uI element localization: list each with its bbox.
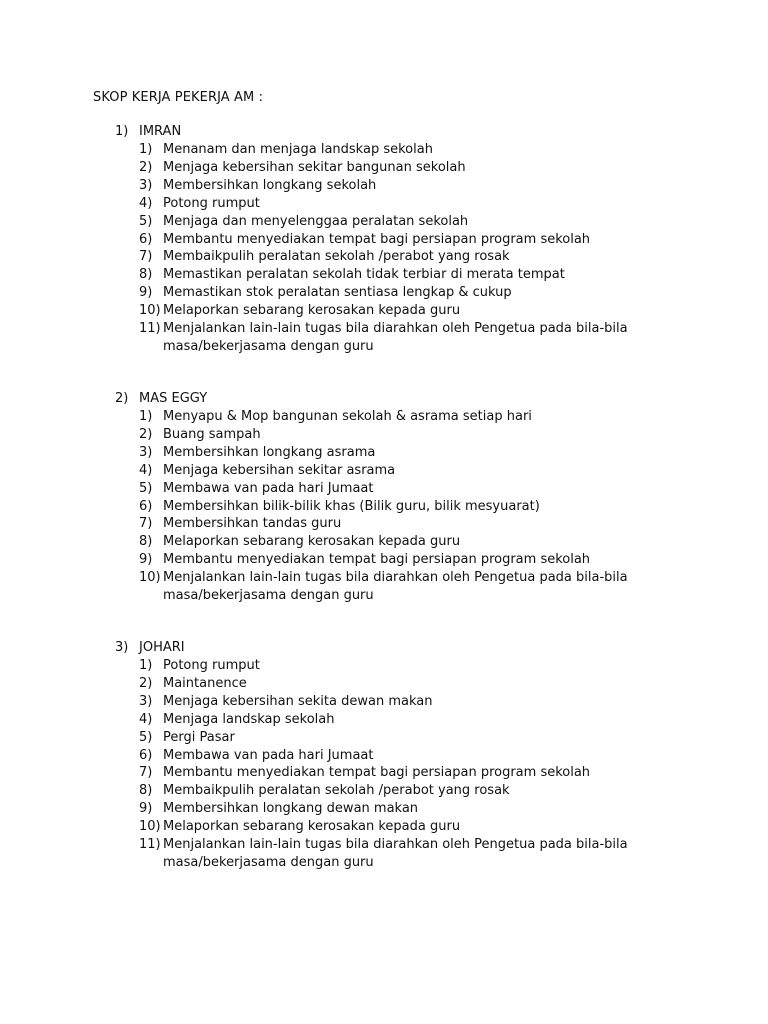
worker-section-mas-eggy bbox=[115, 390, 745, 605]
task-number: 10) bbox=[139, 303, 161, 319]
task-number: 6) bbox=[139, 747, 153, 763]
task-item bbox=[115, 231, 745, 249]
task-item bbox=[115, 657, 745, 675]
task-text: Potong rumput bbox=[163, 195, 260, 211]
task-number: 7) bbox=[139, 765, 153, 781]
task-text: Memastikan peralatan sekolah tidak terbiar di merata tempat bbox=[163, 267, 565, 283]
section-number: 3) bbox=[115, 640, 129, 655]
task-item bbox=[115, 675, 745, 693]
task-item bbox=[115, 444, 745, 462]
section-heading bbox=[115, 639, 745, 657]
task-item bbox=[115, 729, 745, 747]
task-number: 11) bbox=[139, 321, 161, 337]
task-text: Buang sampah bbox=[163, 426, 261, 442]
task-text: Menyapu & Mop bangunan sekolah & asrama setiap hari bbox=[163, 409, 532, 424]
worker-name: MAS EGGY bbox=[139, 391, 208, 406]
task-item bbox=[115, 818, 745, 836]
task-item bbox=[115, 248, 745, 266]
task-text: Melaporkan sebarang kerosakan kepada guru bbox=[163, 534, 461, 550]
task-text: Memastikan stok peralatan sentiasa lengkap & cukup bbox=[163, 285, 512, 301]
task-item bbox=[115, 284, 745, 302]
worker-section-johari bbox=[115, 639, 745, 872]
task-item bbox=[115, 551, 745, 569]
section-number: 2) bbox=[115, 391, 129, 406]
task-text: Membersihkan bilik-bilik khas (Bilik guru, bilik mesyuarat) bbox=[163, 498, 540, 514]
task-item bbox=[115, 177, 745, 195]
task-text: Pergi Pasar bbox=[163, 729, 235, 745]
task-text: Menjalankan lain-lain tugas bila diarahkan oleh Pengetua pada bila-bila bbox=[163, 837, 628, 853]
task-item bbox=[115, 836, 745, 872]
task-number: 3) bbox=[139, 693, 153, 709]
task-item bbox=[115, 141, 745, 159]
task-number: 5) bbox=[139, 729, 153, 745]
task-list bbox=[115, 141, 745, 356]
task-text: Menjaga kebersihan sekita dewan makan bbox=[163, 693, 433, 709]
task-text: Melaporkan sebarang kerosakan kepada guru bbox=[163, 819, 461, 835]
task-number: 3) bbox=[139, 444, 153, 460]
task-number: 6) bbox=[139, 231, 153, 247]
task-number: 4) bbox=[139, 711, 153, 727]
task-text: Menjaga dan menyelenggaa peralatan sekolah bbox=[163, 213, 469, 229]
task-text: Menjaga landskap sekolah bbox=[163, 711, 335, 727]
task-number: 8) bbox=[139, 783, 153, 799]
task-text: Menjaga kebersihan sekitar asrama bbox=[163, 462, 396, 478]
task-number: 11) bbox=[139, 837, 161, 853]
task-number: 5) bbox=[139, 480, 153, 496]
task-item bbox=[115, 480, 745, 498]
task-item bbox=[115, 533, 745, 551]
task-item bbox=[115, 764, 745, 782]
task-number: 3) bbox=[139, 177, 153, 193]
task-text: Membawa van pada hari Jumaat bbox=[163, 747, 374, 763]
task-item bbox=[115, 569, 745, 605]
task-item bbox=[115, 302, 745, 320]
task-number: 5) bbox=[139, 213, 153, 229]
task-item bbox=[115, 159, 745, 177]
task-item bbox=[115, 693, 745, 711]
task-number: 1) bbox=[139, 409, 153, 424]
task-item bbox=[115, 711, 745, 729]
task-text: Menjaga kebersihan sekitar bangunan sekolah bbox=[163, 159, 466, 175]
task-text: Membersihkan tandas guru bbox=[163, 516, 342, 532]
task-item bbox=[115, 426, 745, 444]
task-text: Potong rumput bbox=[163, 658, 260, 673]
task-text: Membaikpulih peralatan sekolah /perabot yang rosak bbox=[163, 249, 510, 265]
task-text-continuation: masa/bekerjasama dengan guru bbox=[163, 338, 374, 354]
task-item bbox=[115, 515, 745, 533]
task-number: 6) bbox=[139, 498, 153, 514]
task-item bbox=[115, 747, 745, 765]
task-item bbox=[115, 266, 745, 284]
task-item bbox=[115, 462, 745, 480]
task-number: 9) bbox=[139, 552, 153, 568]
task-number: 2) bbox=[139, 159, 153, 175]
task-number: 10) bbox=[139, 819, 161, 835]
task-list bbox=[115, 408, 745, 605]
section-number: 1) bbox=[115, 124, 129, 139]
task-item bbox=[115, 782, 745, 800]
task-text: Membawa van pada hari Jumaat bbox=[163, 480, 374, 496]
task-item bbox=[115, 800, 745, 818]
task-text-continuation: masa/bekerjasama dengan guru bbox=[163, 588, 374, 604]
task-text: Membantu menyediakan tempat bagi persiapan program sekolah bbox=[163, 552, 591, 568]
task-number: 4) bbox=[139, 462, 153, 478]
task-text-continuation: masa/bekerjasama dengan guru bbox=[163, 854, 374, 870]
task-text: Membantu menyediakan tempat bagi persiapan program sekolah bbox=[163, 765, 591, 781]
task-text: Membaikpulih peralatan sekolah /perabot yang rosak bbox=[163, 783, 510, 799]
task-number: 7) bbox=[139, 516, 153, 532]
task-number: 9) bbox=[139, 285, 153, 301]
task-text: Maintanence bbox=[163, 675, 247, 691]
task-text: Membersihkan longkang asrama bbox=[163, 444, 376, 460]
task-text: Membantu menyediakan tempat bagi persiapan program sekolah bbox=[163, 231, 591, 247]
task-text: Membersihkan longkang sekolah bbox=[163, 177, 377, 193]
task-number: 8) bbox=[139, 534, 153, 550]
worker-name: IMRAN bbox=[139, 124, 182, 139]
task-item bbox=[115, 195, 745, 213]
task-item bbox=[115, 213, 745, 231]
task-text: Melaporkan sebarang kerosakan kepada guru bbox=[163, 303, 461, 319]
task-list bbox=[115, 657, 745, 872]
document-title: SKOP KERJA PEKERJA AM : bbox=[93, 90, 264, 105]
task-item bbox=[115, 408, 745, 426]
worker-section-imran bbox=[115, 123, 745, 356]
task-text: Membersihkan longkang dewan makan bbox=[163, 801, 419, 817]
task-number: 2) bbox=[139, 675, 153, 691]
task-number: 9) bbox=[139, 801, 153, 817]
task-number: 2) bbox=[139, 426, 153, 442]
task-number: 10) bbox=[139, 570, 161, 586]
task-text: Menanam dan menjaga landskap sekolah bbox=[163, 142, 433, 157]
task-text: Menjalankan lain-lain tugas bila diarahkan oleh Pengetua pada bila-bila bbox=[163, 321, 628, 337]
task-number: 4) bbox=[139, 195, 153, 211]
section-heading bbox=[115, 390, 745, 408]
task-item bbox=[115, 320, 745, 356]
task-text: Menjalankan lain-lain tugas bila diarahkan oleh Pengetua pada bila-bila bbox=[163, 570, 628, 586]
task-number: 1) bbox=[139, 658, 153, 673]
section-heading bbox=[115, 123, 745, 141]
task-number: 7) bbox=[139, 249, 153, 265]
worker-name: JOHARI bbox=[139, 640, 185, 655]
task-number: 8) bbox=[139, 267, 153, 283]
task-item bbox=[115, 498, 745, 516]
task-number: 1) bbox=[139, 142, 153, 157]
